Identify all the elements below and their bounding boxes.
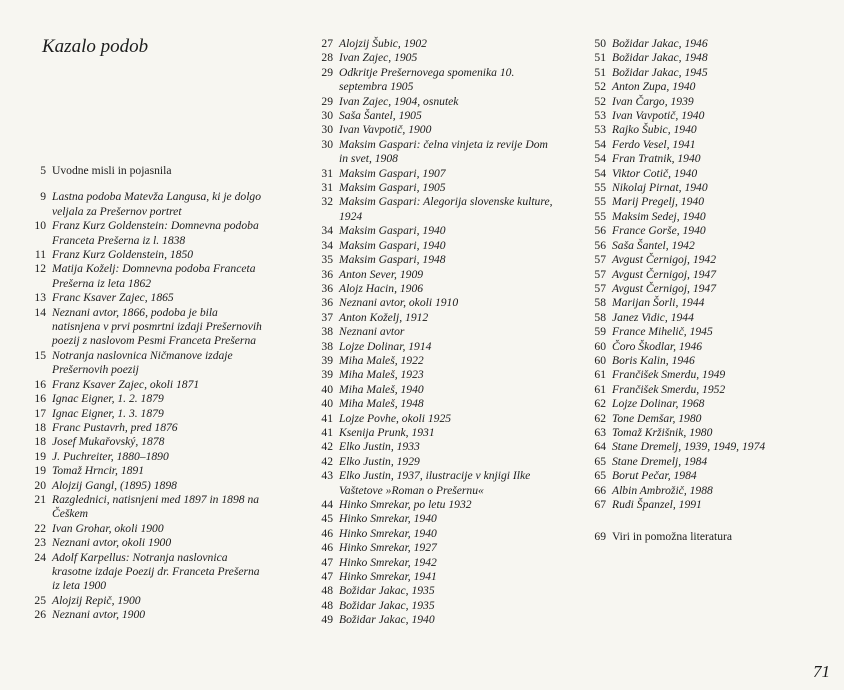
entry-title: Alojz Hacin, 1906 — [339, 281, 424, 295]
index-entry — [18, 536, 268, 550]
index-entry — [305, 354, 555, 368]
entry-title: Tone Demšar, 1980 — [612, 411, 702, 425]
index-entry — [578, 469, 828, 483]
index-entry — [305, 253, 555, 267]
entry-page-number: 5 — [40, 164, 46, 177]
entry-title: Nikolaj Pirnat, 1940 — [612, 181, 708, 195]
index-entry — [578, 412, 828, 426]
index-entry — [578, 311, 828, 325]
page-number: 71 — [813, 662, 830, 681]
entry-title: Anton Koželj, 1912 — [339, 310, 429, 324]
index-entry — [578, 325, 828, 339]
entry-title: Lojze Dolinar, 1968 — [612, 397, 705, 411]
entry-page-number: 34 — [321, 238, 333, 252]
entry-title: Matija Koželj: Domnevna podoba Franceta Prešerna iz leta 1862 — [52, 262, 256, 290]
entry-title: Miha Maleš, 1940 — [339, 382, 424, 396]
entry-page-number: 46 — [321, 526, 333, 540]
entry-title: Tomaž Kržišnik, 1980 — [612, 425, 713, 439]
entry-title: Anton Zupa, 1940 — [612, 80, 696, 94]
index-entry — [578, 66, 828, 80]
entry-page-number: 18 — [34, 420, 46, 434]
entry-page-number: 41 — [321, 411, 333, 425]
index-entry — [578, 167, 828, 181]
entry-page-number: 30 — [321, 109, 333, 123]
index-entry — [305, 282, 555, 296]
entry-page-number: 10 — [34, 219, 46, 233]
index-entry — [578, 181, 828, 195]
index-entry — [578, 397, 828, 411]
index-entry — [578, 239, 828, 253]
index-entry — [305, 570, 555, 584]
index-entry — [18, 522, 268, 536]
index-entry — [305, 383, 555, 397]
entry-title: Miha Maleš, 1948 — [339, 397, 424, 411]
index-entry — [305, 296, 555, 310]
index-entry — [305, 37, 555, 51]
entry-page-number: 67 — [594, 498, 606, 511]
entry-title: Saša Šantel, 1905 — [339, 109, 422, 123]
index-entry — [305, 123, 555, 137]
index-entry — [305, 239, 555, 253]
entry-page-number: 62 — [594, 397, 606, 411]
entry-page-number: 38 — [321, 325, 333, 339]
entry-page-number: 28 — [321, 51, 333, 65]
entry-title: Maksim Gaspari, 1940 — [339, 224, 446, 238]
index-entry — [305, 167, 555, 181]
entry-title: Maksim Gaspari, 1905 — [339, 181, 446, 195]
index-entry — [18, 190, 268, 219]
entry-title: Elko Justin, 1929 — [339, 454, 420, 468]
entry-page-number: 54 — [594, 166, 606, 180]
index-entry — [305, 512, 555, 526]
entry-page-number: 44 — [321, 498, 333, 511]
index-entry — [578, 426, 828, 440]
entry-title: Ivan Vavpotič, 1900 — [339, 123, 432, 137]
entry-title: Marij Pregelj, 1940 — [612, 195, 704, 209]
entry-title: Elko Justin, 1937, ilustracije v knjigi Ilke Vaštetove »Roman o Prešernu« — [339, 469, 531, 497]
entry-page-number: 42 — [321, 440, 333, 454]
entry-page-number: 47 — [321, 555, 333, 569]
entry-page-number: 58 — [594, 310, 606, 324]
entry-title: Franz Ksaver Zajec, okoli 1871 — [52, 377, 200, 391]
index-entry — [305, 527, 555, 541]
entry-title: Miha Maleš, 1922 — [339, 353, 424, 367]
entry-page-number: 57 — [594, 253, 606, 267]
entry-title: Lastna podoba Matevža Langusa, ki je dolgo veljala za Prešernov portret — [52, 190, 262, 218]
entry-page-number: 16 — [34, 392, 46, 406]
entry-title: Čoro Škodlar, 1946 — [612, 339, 703, 353]
index-entry — [305, 181, 555, 195]
entry-page-number: 19 — [34, 449, 46, 463]
index-entry — [578, 95, 828, 109]
entry-page-number: 59 — [594, 325, 606, 339]
entry-title: Alojzij Gangl, (1895) 1898 — [52, 478, 177, 492]
index-entry — [305, 397, 555, 411]
index-entry — [18, 450, 268, 464]
entry-title: Ignac Eigner, 1. 3. 1879 — [52, 406, 164, 420]
entry-page-number: 23 — [34, 536, 46, 550]
index-entry — [305, 51, 555, 65]
index-entry — [18, 493, 268, 522]
entry-title: Ksenija Prunk, 1931 — [339, 425, 435, 439]
index-entry — [578, 195, 828, 209]
entry-title: Anton Sever, 1909 — [339, 267, 424, 281]
index-entry — [578, 282, 828, 296]
entry-page-number: 64 — [594, 440, 606, 454]
entry-page-number: 69 — [594, 530, 606, 544]
entry-page-number: 14 — [34, 305, 46, 319]
entry-title: Notranja naslovnica Ničmanove izdaje Prešernovih poezij — [52, 348, 233, 377]
index-entry — [305, 224, 555, 238]
entry-title: Hinko Smrekar, po letu 1932 — [339, 498, 472, 511]
index-entry — [18, 421, 268, 435]
entry-page-number: 56 — [594, 224, 606, 238]
entry-page-number: 55 — [594, 195, 606, 209]
entry-page-number: 31 — [321, 181, 333, 195]
entry-title: Elko Justin, 1933 — [339, 440, 420, 454]
entry-title: Ignac Eigner, 1. 2. 1879 — [52, 392, 164, 406]
entry-title: Alojzij Šubic, 1902 — [339, 37, 427, 50]
entry-page-number: 25 — [34, 593, 46, 607]
entry-page-number: 56 — [594, 238, 606, 252]
entry-page-number: 62 — [594, 411, 606, 425]
entry-page-number: 37 — [321, 310, 333, 324]
entry-page-number: 53 — [594, 123, 606, 137]
entry-title: Franc Pustavrh, pred 1876 — [52, 420, 178, 434]
entry-page-number: 32 — [321, 195, 333, 209]
index-entry — [305, 440, 555, 454]
entry-page-number: 13 — [34, 291, 46, 305]
entry-page-number: 12 — [34, 262, 46, 276]
index-entry — [578, 530, 828, 544]
entry-page-number: 65 — [594, 454, 606, 468]
index-entry — [305, 66, 555, 95]
entry-page-number: 42 — [321, 454, 333, 468]
entry-title: Stane Dremelj, 1939, 1949, 1974 — [612, 440, 766, 454]
index-entry — [578, 368, 828, 382]
index-entry — [18, 479, 268, 493]
entry-title: Božidar Jakac, 1946 — [612, 37, 708, 50]
index-entry — [305, 195, 555, 224]
index-entry — [305, 109, 555, 123]
entry-title: Božidar Jakac, 1935 — [339, 584, 435, 598]
index-entry — [578, 296, 828, 310]
entry-title: Lojze Dolinar, 1914 — [339, 339, 432, 353]
entry-title: Hinko Smrekar, 1940 — [339, 512, 437, 526]
index-entry — [305, 455, 555, 469]
index-entry — [305, 311, 555, 325]
entry-page-number: 65 — [594, 469, 606, 483]
entry-title: Božidar Jakac, 1935 — [339, 598, 435, 612]
entry-page-number: 48 — [321, 598, 333, 612]
entry-title: Maksim Gaspari, 1940 — [339, 238, 446, 252]
index-entry — [18, 306, 268, 349]
entry-page-number: 26 — [34, 608, 46, 622]
index-entry — [18, 219, 268, 248]
entry-page-number: 19 — [34, 464, 46, 478]
entry-title: Neznani avtor, 1866, podoba je bila natisnjena v prvi posmrtni izdaji Prešernovih poezij z naslovom Pesmi Franceta Prešerna — [52, 305, 262, 348]
entry-page-number: 54 — [594, 152, 606, 166]
entry-page-number: 21 — [34, 492, 46, 506]
entry-title: Neznani avtor — [339, 325, 405, 339]
entry-page-number: 9 — [40, 190, 46, 204]
entry-page-number: 52 — [594, 94, 606, 108]
entry-page-number: 30 — [321, 123, 333, 137]
entry-title: Maksim Gaspari: čelna vinjeta iz revije Dom in svet, 1908 — [339, 137, 548, 166]
entry-title: Hinko Smrekar, 1941 — [339, 570, 437, 584]
entry-page-number: 52 — [594, 80, 606, 94]
index-entry — [578, 224, 828, 238]
entry-page-number: 58 — [594, 296, 606, 310]
entry-title: Borut Pečar, 1984 — [612, 469, 697, 483]
entry-page-number: 40 — [321, 382, 333, 396]
entry-page-number: 18 — [34, 435, 46, 449]
entry-title: France Gorše, 1940 — [612, 224, 706, 238]
index-entry — [305, 368, 555, 382]
entry-title: Franz Kurz Goldenstein, 1850 — [52, 248, 194, 262]
entry-title: Ivan Zajec, 1904, osnutek — [339, 94, 459, 108]
entry-title: Stane Dremelj, 1984 — [612, 454, 708, 468]
entry-title: Viri in pomožna literatura — [612, 530, 733, 544]
index-entry — [305, 584, 555, 598]
index-entry — [578, 80, 828, 94]
entry-title: Maksim Sedej, 1940 — [612, 209, 706, 223]
index-entry — [578, 109, 828, 123]
index-entry — [18, 551, 268, 594]
entry-page-number: 41 — [321, 425, 333, 439]
index-entry — [578, 440, 828, 454]
entry-page-number: 34 — [321, 224, 333, 238]
index-entry — [578, 340, 828, 354]
index-entry — [578, 484, 828, 498]
entry-title: Rudi Španzel, 1991 — [612, 498, 702, 511]
entry-title: J. Puchreiter, 1880–1890 — [52, 449, 169, 463]
index-entry — [18, 164, 268, 178]
entry-page-number: 27 — [321, 37, 333, 50]
entry-page-number: 57 — [594, 281, 606, 295]
index-entry — [18, 248, 268, 262]
entry-page-number: 51 — [594, 65, 606, 79]
entry-title: Saša Šantel, 1942 — [612, 238, 695, 252]
index-entry — [305, 599, 555, 613]
index-entry — [305, 138, 555, 167]
entry-page-number: 17 — [34, 406, 46, 420]
index-entry — [305, 340, 555, 354]
entry-page-number: 29 — [321, 94, 333, 108]
entry-title: Odkritje Prešernovega spomenika 10. septembra 1905 — [339, 65, 515, 94]
entry-title: Razglednici, natisnjeni med 1897 in 1898 na Češkem — [52, 492, 260, 521]
index-column-2 — [305, 37, 555, 628]
index-entry — [305, 613, 555, 627]
entry-page-number: 35 — [321, 253, 333, 267]
entry-title: Neznani avtor, okoli 1900 — [52, 536, 172, 550]
entry-title: Hinko Smrekar, 1927 — [339, 541, 437, 555]
entry-page-number: 51 — [594, 51, 606, 65]
entry-title: France Mihelič, 1945 — [612, 325, 713, 339]
index-entry — [305, 95, 555, 109]
index-entry — [18, 262, 268, 291]
entry-page-number: 54 — [594, 137, 606, 151]
index-entry — [305, 469, 555, 498]
entry-title: Franc Ksaver Zajec, 1865 — [52, 291, 174, 305]
index-entry — [305, 556, 555, 570]
entry-title: Avgust Černigoj, 1947 — [612, 281, 717, 295]
entry-title: Maksim Gaspari, 1907 — [339, 166, 446, 180]
index-entry — [18, 608, 268, 622]
entry-title: Frančišek Smerdu, 1952 — [612, 382, 726, 396]
entry-page-number: 50 — [594, 37, 606, 50]
index-entry — [18, 291, 268, 305]
entry-page-number: 48 — [321, 584, 333, 598]
entry-page-number: 31 — [321, 166, 333, 180]
index-entry — [305, 325, 555, 339]
entry-title: Janez Vidic, 1944 — [612, 310, 694, 324]
index-entry — [18, 378, 268, 392]
entry-title: Fran Tratnik, 1940 — [612, 152, 701, 166]
entry-page-number: 24 — [34, 550, 46, 564]
entry-title: Maksim Gaspari, 1948 — [339, 253, 446, 267]
entry-title: Božidar Jakac, 1940 — [339, 613, 435, 627]
entry-title: Ivan Zajec, 1905 — [339, 51, 418, 65]
entry-page-number: 16 — [34, 377, 46, 391]
index-column-1 — [18, 164, 268, 623]
entry-title: Avgust Černigoj, 1942 — [612, 253, 717, 267]
entry-title: Avgust Černigoj, 1947 — [612, 267, 717, 281]
entry-title: Tomaž Hrncir, 1891 — [52, 464, 145, 478]
entry-page-number: 53 — [594, 109, 606, 123]
entry-title: Božidar Jakac, 1945 — [612, 65, 708, 79]
entry-title: Hinko Smrekar, 1942 — [339, 555, 437, 569]
entry-page-number: 55 — [594, 181, 606, 195]
entry-page-number: 61 — [594, 382, 606, 396]
index-entry — [578, 152, 828, 166]
entry-page-number: 66 — [594, 483, 606, 497]
entry-title: Maksim Gaspari: Alegorija slovenske kulture, 1924 — [339, 195, 553, 223]
index-entry — [578, 455, 828, 469]
index-entry — [578, 123, 828, 137]
index-entry — [578, 253, 828, 267]
entry-title: Albin Ambrožič, 1988 — [612, 483, 713, 497]
entry-title: Josef Mukařovský, 1878 — [52, 435, 165, 449]
index-entry — [18, 594, 268, 608]
entry-title: Ferdo Vesel, 1941 — [612, 137, 696, 151]
entry-title: Viktor Cotič, 1940 — [612, 166, 698, 180]
entry-page-number: 30 — [321, 137, 333, 151]
entry-page-number: 61 — [594, 368, 606, 382]
entry-title: Hinko Smrekar, 1940 — [339, 526, 437, 540]
index-entry — [578, 51, 828, 65]
index-entry — [305, 268, 555, 282]
entry-title: Boris Kalin, 1946 — [612, 353, 695, 367]
index-entry — [578, 37, 828, 51]
entry-title: Miha Maleš, 1923 — [339, 368, 424, 382]
entry-page-number: 60 — [594, 353, 606, 367]
entry-page-number: 29 — [321, 65, 333, 79]
entry-title: Neznani avtor, okoli 1910 — [339, 296, 459, 310]
index-entry — [305, 498, 555, 512]
entry-title: Adolf Karpellus: Notranja naslovnica krasotne izdaje Poezij dr. Franceta Prešerna iz leta 1900 — [52, 550, 260, 593]
entry-title: Marijan Šorli, 1944 — [612, 296, 705, 310]
index-entry — [578, 138, 828, 152]
entry-page-number: 57 — [594, 267, 606, 281]
index-entry — [305, 426, 555, 440]
index-entry — [18, 407, 268, 421]
entry-page-number: 11 — [34, 248, 46, 262]
index-column-3 — [578, 37, 828, 545]
entry-title: Ivan Grohar, okoli 1900 — [52, 521, 164, 535]
entry-page-number: 38 — [321, 339, 333, 353]
index-entry — [578, 354, 828, 368]
entry-title: Alojzij Repič, 1900 — [52, 593, 141, 607]
index-entry — [18, 464, 268, 478]
entry-page-number: 20 — [34, 478, 46, 492]
page-title: Kazalo podob — [42, 36, 149, 57]
index-entry — [18, 349, 268, 378]
entry-page-number: 40 — [321, 397, 333, 411]
entry-page-number: 39 — [321, 368, 333, 382]
entry-title: Neznani avtor, 1900 — [52, 608, 146, 622]
entry-title: Ivan Čargo, 1939 — [612, 94, 694, 108]
entry-title: Franz Kurz Goldenstein: Domnevna podoba Franceta Prešerna iz l. 1838 — [52, 219, 259, 247]
entry-page-number: 36 — [321, 267, 333, 281]
entry-title: Frančišek Smerdu, 1949 — [612, 368, 726, 382]
entry-title: Božidar Jakac, 1948 — [612, 51, 708, 65]
index-entry — [18, 392, 268, 406]
entry-page-number: 39 — [321, 353, 333, 367]
entry-title: Rajko Šubic, 1940 — [612, 123, 697, 137]
entry-page-number: 36 — [321, 281, 333, 295]
entry-page-number: 36 — [321, 296, 333, 310]
entry-page-number: 45 — [321, 512, 333, 526]
index-entry — [578, 498, 828, 512]
entry-page-number: 49 — [321, 613, 333, 627]
index-entry — [18, 435, 268, 449]
entry-title: Lojze Povhe, okoli 1925 — [339, 411, 452, 425]
entry-page-number: 60 — [594, 339, 606, 353]
entry-page-number: 46 — [321, 541, 333, 555]
entry-page-number: 15 — [34, 348, 46, 362]
entry-page-number: 43 — [321, 469, 333, 483]
index-entry — [578, 210, 828, 224]
entry-page-number: 47 — [321, 570, 333, 584]
entry-page-number: 55 — [594, 209, 606, 223]
entry-title: Uvodne misli in pojasnila — [52, 164, 172, 177]
entry-title: Ivan Vavpotič, 1940 — [612, 109, 705, 123]
index-entry — [578, 268, 828, 282]
entry-page-number: 22 — [34, 521, 46, 535]
index-entry — [578, 383, 828, 397]
index-entry — [305, 412, 555, 426]
index-entry — [305, 541, 555, 555]
entry-page-number: 63 — [594, 425, 606, 439]
